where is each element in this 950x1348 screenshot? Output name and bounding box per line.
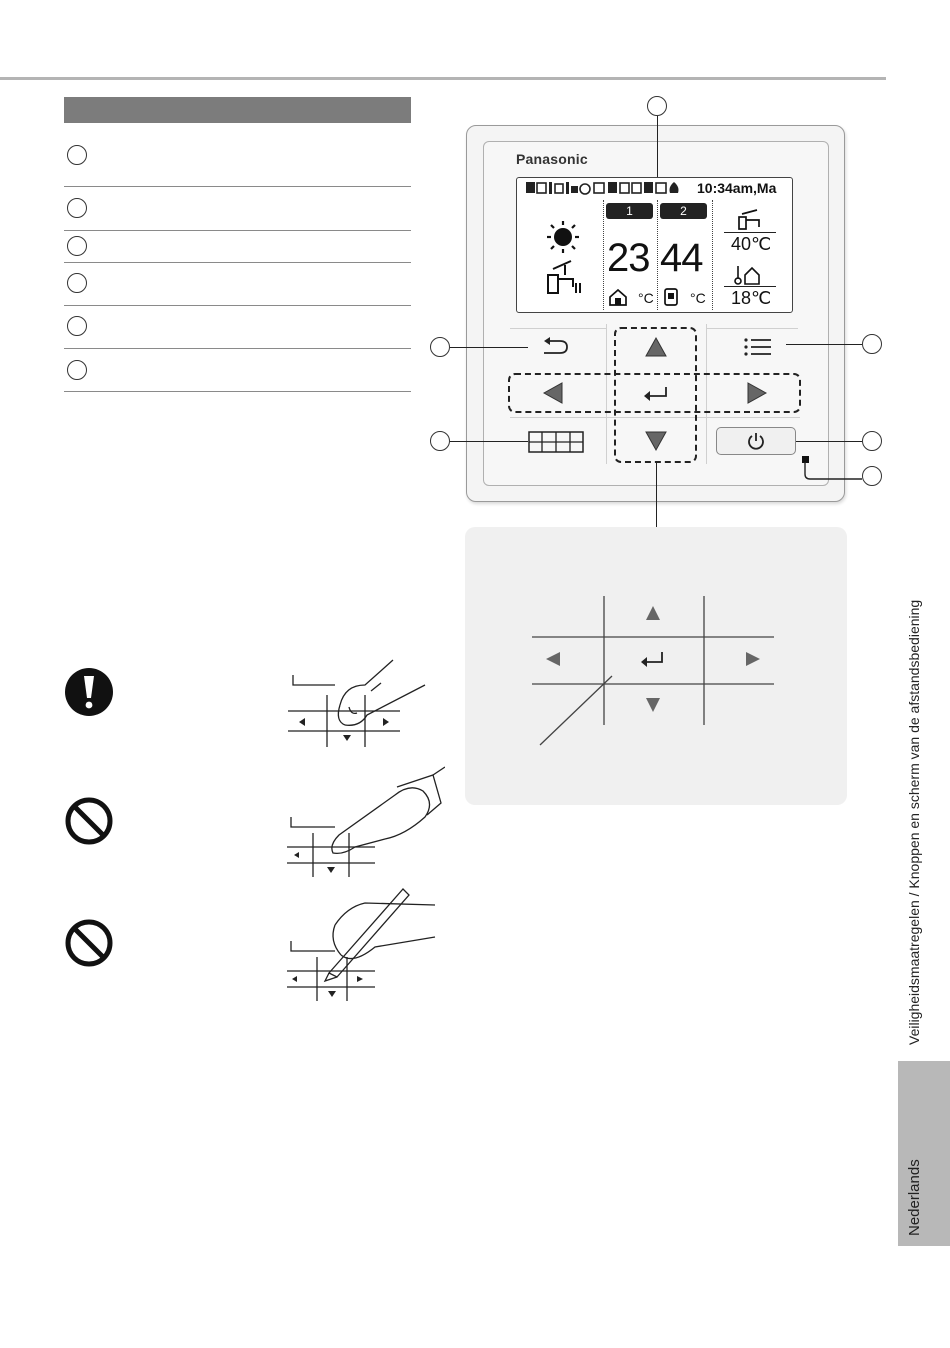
zone-divider [603, 200, 604, 310]
down-button[interactable] [643, 430, 669, 452]
callout-line [450, 347, 528, 348]
callout-circle-status [647, 96, 667, 116]
power-icon [746, 431, 766, 451]
right-button[interactable] [745, 381, 769, 405]
zone-2-temperature: 44 [660, 236, 703, 280]
table-header [64, 97, 411, 123]
callout-line [786, 344, 862, 345]
enter-button[interactable] [641, 385, 671, 403]
button-separator [510, 328, 607, 329]
callout-line [796, 441, 862, 442]
tap-small-icon [737, 209, 767, 231]
callout-circle-quick-menu [430, 431, 450, 451]
back-button[interactable] [540, 335, 570, 359]
thermometer-house-icon [733, 264, 763, 286]
section-title-vertical: Veiligheidsmaatregelen / Knoppen en scherm van de afstandsbediening [906, 599, 922, 1045]
status-icons [524, 180, 686, 197]
row-divider [64, 305, 411, 306]
top-rule [0, 77, 886, 80]
fingertip-press-illustration [285, 655, 435, 750]
exclamation-icon [64, 667, 114, 717]
finger-pad-press-illustration [285, 765, 445, 880]
inset-callout-line [656, 463, 657, 527]
outdoor-temperature: 18℃ [731, 288, 772, 308]
zone-1-tab: 1 [606, 203, 653, 219]
zone-1-temperature: 23 [607, 236, 650, 280]
prohibited-icon [64, 918, 114, 968]
zone-divider [712, 200, 713, 310]
callout-circle-back [430, 337, 450, 357]
up-button[interactable] [643, 336, 669, 358]
zone-2-unit: °C [690, 290, 706, 306]
number-circle [67, 198, 87, 218]
left-button[interactable] [541, 381, 565, 405]
callout-line [450, 441, 528, 442]
callout-circle-power [862, 431, 882, 451]
number-circle [67, 273, 87, 293]
row-divider [64, 186, 411, 187]
number-circle [67, 145, 87, 165]
tank-temperature: 40℃ [731, 234, 772, 254]
zone-divider [657, 200, 658, 310]
sun-icon [545, 220, 581, 254]
number-circle [67, 316, 87, 336]
menu-button[interactable] [744, 337, 774, 357]
prohibited-icon [64, 796, 114, 846]
zone-1-unit: °C [638, 290, 654, 306]
house-icon [608, 288, 628, 306]
brand-logo: Panasonic [516, 151, 588, 167]
led-callout-line [800, 460, 864, 482]
button-separator [706, 328, 798, 329]
language-label: Nederlands [906, 1159, 923, 1236]
callout-circle-menu [862, 334, 882, 354]
clock-display: 10:34am,Ma [697, 180, 777, 196]
row-divider [64, 262, 411, 263]
number-circle [67, 360, 87, 380]
tank-icon [663, 288, 679, 306]
row-divider [64, 348, 411, 349]
row-divider [64, 391, 411, 392]
callout-circle-led [862, 466, 882, 486]
button-detail-diagram [520, 590, 790, 750]
tap-icon [545, 257, 585, 295]
zone-2-tab: 2 [660, 203, 707, 219]
row-divider [64, 230, 411, 231]
quick-menu-button[interactable] [528, 431, 584, 453]
pen-press-illustration [285, 885, 440, 1005]
number-circle [67, 236, 87, 256]
